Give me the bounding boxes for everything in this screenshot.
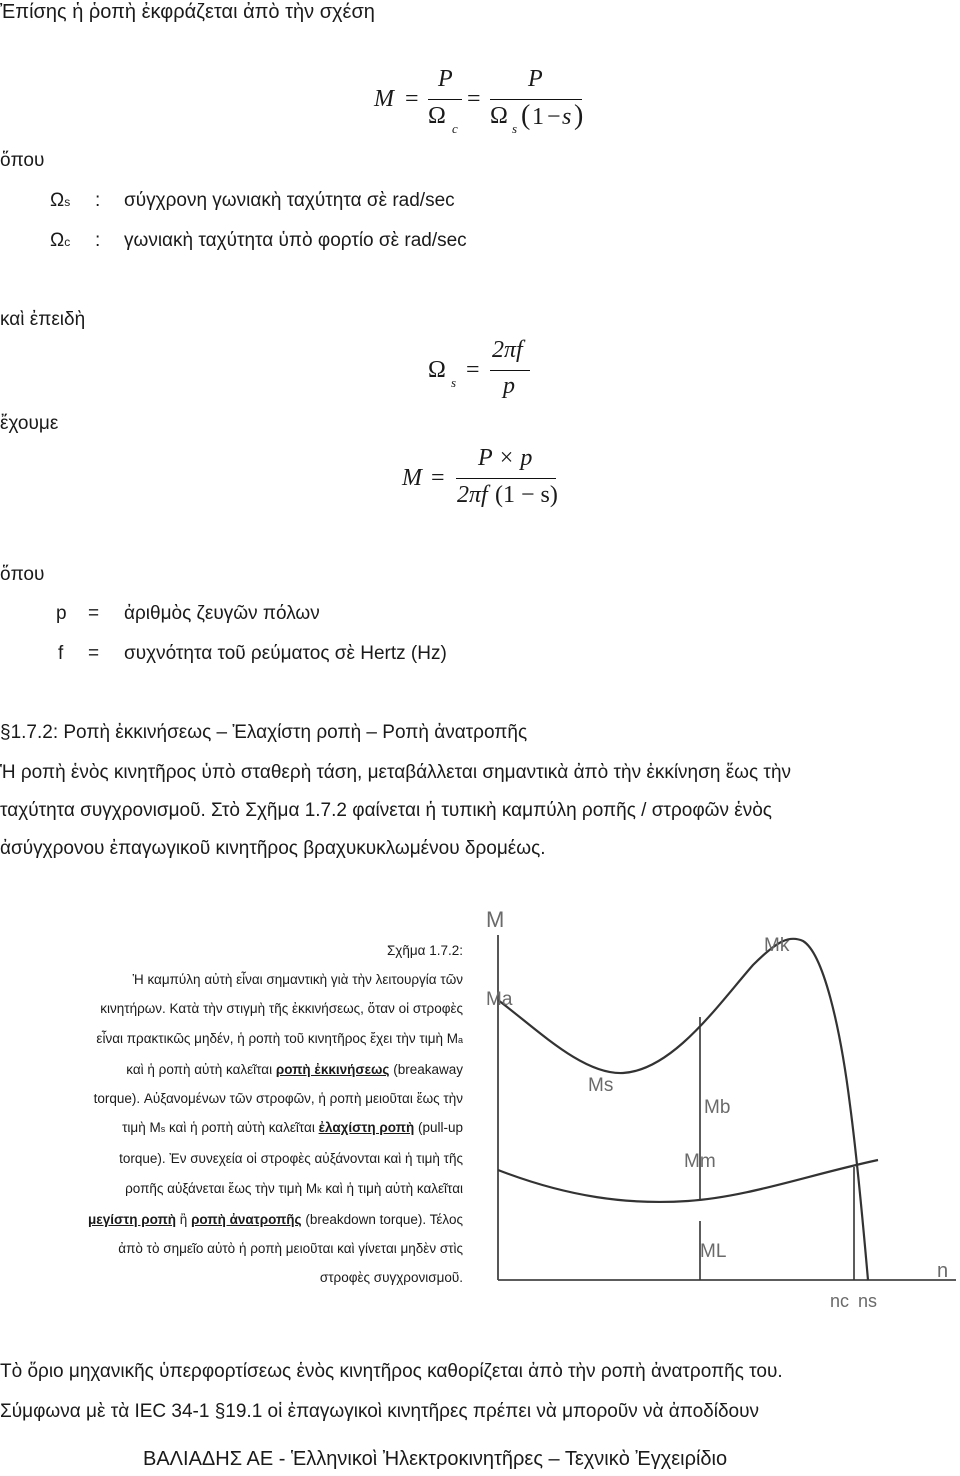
def-omega-c-sub: c — [64, 235, 71, 249]
label-mm: Mm — [684, 1151, 716, 1172]
caption-line-7-a: τιμὴ M — [122, 1120, 161, 1136]
caption-line-6: torque). Αὐξανομένων τῶν στροφῶν, ἡ ροπὴ μειοῦται ἕως τὴν — [93, 1091, 463, 1107]
eq1-sub-c: c — [452, 121, 458, 136]
eq2-frac-line — [490, 370, 530, 371]
def-omega-c — [50, 230, 70, 252]
caption-line-10-b: ἢ — [176, 1211, 192, 1227]
label-nc: nc — [830, 1291, 850, 1311]
def-p-text: ἀριθμὸς ζευγῶν πόλων — [124, 603, 320, 624]
exoume-label: ἔχουμε — [0, 413, 59, 434]
def-p-symbol: p — [56, 603, 67, 624]
eq1-paren-close: ) — [574, 100, 584, 131]
paragraph-intro-curve — [0, 754, 791, 868]
page-footer: ΒΑΛΙΑΔΗΣ ΑΕ - Ἑλληνικοὶ Ἠλεκτροκινητῆρες – Τεχνικὸ Ἐγχειρίδιο — [143, 1448, 728, 1470]
def-omega-s — [50, 190, 70, 212]
caption-line-4 — [88, 1024, 463, 1055]
eq1-minus: − — [547, 104, 561, 130]
eq1-P2: P — [528, 66, 543, 92]
eq3-frac-line — [456, 478, 556, 479]
def-omega-s-sub: s — [64, 195, 71, 209]
caption-line-10 — [88, 1205, 463, 1234]
intro-text: Ἐπίσης ἡ ῥοπὴ ἐκφράζεται ἀπὸ τὴν σχέση — [0, 1, 375, 23]
def-omega-c-symbol: Ω — [50, 230, 65, 251]
caption-line-12: στροφὲς συγχρονισμοῦ. — [319, 1270, 463, 1286]
caption-line-7-sub: s — [160, 1124, 166, 1135]
label-ms: Ms — [588, 1075, 614, 1096]
def-f-symbol: f — [58, 643, 64, 664]
caption-line-7-d: (pull-up — [414, 1120, 463, 1136]
def-omega-s-text: σύγχρονη γωνιακὴ ταχύτητα σὲ rad/sec — [124, 190, 455, 211]
figure-caption — [88, 936, 463, 1292]
eq3-equals: = — [431, 465, 445, 491]
caption-line-9-sub: k — [317, 1184, 322, 1195]
eq3-M: M — [402, 465, 422, 491]
para2-line-2: Σύμφωνα μὲ τὰ IEC 34-1 §19.1 οἱ ἐπαγωγικοὶ κινητῆρες πρέπει νὰ μποροῦν νὰ ἀποδίδουν — [0, 1401, 759, 1422]
eq1-paren-open: ( — [521, 100, 531, 131]
caption-line-11: ἀπὸ τὸ σημεῖο αὐτὸ ἡ ροπὴ μειοῦται καὶ γίνεται μηδὲν στὶς — [118, 1241, 463, 1257]
def-omega-s-symbol: Ω — [50, 190, 65, 211]
caption-line-8: torque). Ἐν συνεχεία οἱ στροφὲς αὐξάνονται καὶ ἡ τιμὴ τῆς — [119, 1151, 463, 1167]
caption-line-5-a: καὶ ἡ ροπὴ αὐτὴ καλεῖται — [126, 1061, 276, 1077]
torque-curve — [498, 939, 868, 1280]
term-pull-up: ἐλαχίστη ροπὴ — [318, 1120, 415, 1136]
eq1-omega-c: Ω — [428, 103, 446, 129]
def-omega-c-sep: : — [95, 230, 101, 251]
torque-speed-figure — [478, 905, 960, 1313]
term-max-torque: μεγίστη ροπὴ — [88, 1211, 177, 1227]
label-ma: Ma — [486, 989, 513, 1010]
section-title: §1.7.2: Ροπὴ ἐκκινήσεως – Ἐλαχίστη ροπὴ – Ροπὴ ἀνατροπῆς — [0, 722, 528, 743]
para1-line-3: ἀσύγχρονου ἐπαγωγικοῦ κινητῆρος βραχυκυκλωμένου δρομέως. — [0, 838, 546, 859]
def-f-text: συχνότητα τοῦ ρεύματος σὲ Hertz (Hz) — [124, 643, 447, 664]
eq1-equals-2: = — [467, 86, 481, 112]
eq1-M: M — [374, 86, 394, 112]
def-p-sep: = — [88, 603, 100, 624]
label-ml: ML — [700, 1241, 727, 1262]
caption-line-9-a: ροπῆς αὐξάνεται ἕως τὴν τιμὴ M — [125, 1180, 318, 1196]
caption-line-2: Ἡ καμπύλη αὐτὴ εἶναι σημαντικὴ γιὰ τὴν λειτουργία τῶν — [132, 972, 463, 988]
caption-line-4-sub: a — [457, 1034, 463, 1045]
caption-line-7 — [88, 1113, 463, 1144]
eq1-P1: P — [438, 66, 453, 92]
para1-line-2: ταχύτητα συγχρονισμοῦ. Στὸ Σχῆμα 1.7.2 φαίνεται ἡ τυπικὴ καμπύλη ροπῆς / στροφῶν ἑνὸς — [0, 800, 772, 821]
y-axis-label: M — [486, 907, 505, 932]
eq1-frac-line-1 — [428, 99, 462, 100]
eq2-omega: Ω — [428, 357, 446, 383]
opou-label-2: ὅπου — [0, 564, 45, 585]
term-breakaway: ροπὴ ἐκκινήσεως — [275, 1061, 390, 1077]
eq2-num: 2πf — [492, 337, 523, 363]
eq2-sub-s: s — [451, 375, 457, 390]
eq1-s: s — [562, 104, 572, 130]
paragraph-overload — [0, 1352, 783, 1432]
caption-line-7-b: καὶ ἡ ροπὴ αὐτὴ καλεῖται — [165, 1120, 319, 1136]
eq1-one: 1 — [532, 104, 544, 130]
caption-line-9 — [88, 1174, 463, 1205]
eq3-den-a: 2πf — [457, 482, 488, 508]
eq2-equals: = — [466, 357, 480, 383]
eq3-den-b: (1 − s) — [495, 482, 558, 508]
def-omega-s-sep: : — [95, 190, 101, 211]
label-mk: Mk — [764, 935, 790, 956]
kai-epeidi-label: καὶ ἐπειδὴ — [0, 309, 86, 330]
caption-line-4-text: εἶναι πρακτικῶς μηδέν, ἡ ροπὴ τοῦ κινητῆρος ἔχει τὴν τιμὴ M — [96, 1030, 458, 1046]
caption-line-5-c: (breakaway — [389, 1061, 463, 1077]
para2-line-1: Τὸ ὅριο μηχανικῆς ὑπερφορτίσεως ἑνὸς κινητῆρος καθορίζεται ἀπὸ τὴν ροπὴ ἀνατροπῆς του. — [0, 1361, 783, 1382]
label-mb: Mb — [704, 1097, 731, 1118]
eq1-frac-line-2 — [490, 99, 582, 100]
eq2-den: p — [503, 373, 515, 399]
para1-line-1: Ἡ ροπὴ ἑνὸς κινητῆρος ὑπὸ σταθερὴ τάση, μεταβάλλεται σημαντικὰ ἀπὸ τὴν ἐκκίνηση ἕως τὴν — [0, 762, 792, 783]
def-omega-c-text: γωνιακὴ ταχύτητα ὑπὸ φορτίο σὲ rad/sec — [124, 230, 467, 251]
opou-label-1: ὅπου — [0, 150, 45, 171]
eq1-omega-s: Ω — [490, 103, 508, 129]
caption-line-3: κινητήρων. Κατὰ τὴν στιγμὴ τῆς ἐκκινήσεως, ὅταν οἱ στροφὲς — [100, 1001, 463, 1017]
x-axis-label: n — [937, 1260, 949, 1282]
caption-line-10-d: (breakdown torque). Τέλος — [301, 1211, 463, 1227]
term-breakdown: ροπὴ ἀνατροπῆς — [191, 1211, 302, 1227]
caption-line-5 — [88, 1055, 463, 1084]
eq1-equals-1: = — [405, 86, 419, 112]
def-f-sep: = — [88, 643, 100, 664]
caption-line-1: Σχῆμα 1.7.2: — [386, 943, 463, 958]
caption-line-9-b: καὶ ἡ τιμὴ αὐτὴ καλεῖται — [321, 1180, 463, 1196]
label-ns: ns — [858, 1291, 878, 1311]
eq3-num: P × p — [478, 445, 533, 471]
eq1-sub-s: s — [512, 121, 518, 136]
